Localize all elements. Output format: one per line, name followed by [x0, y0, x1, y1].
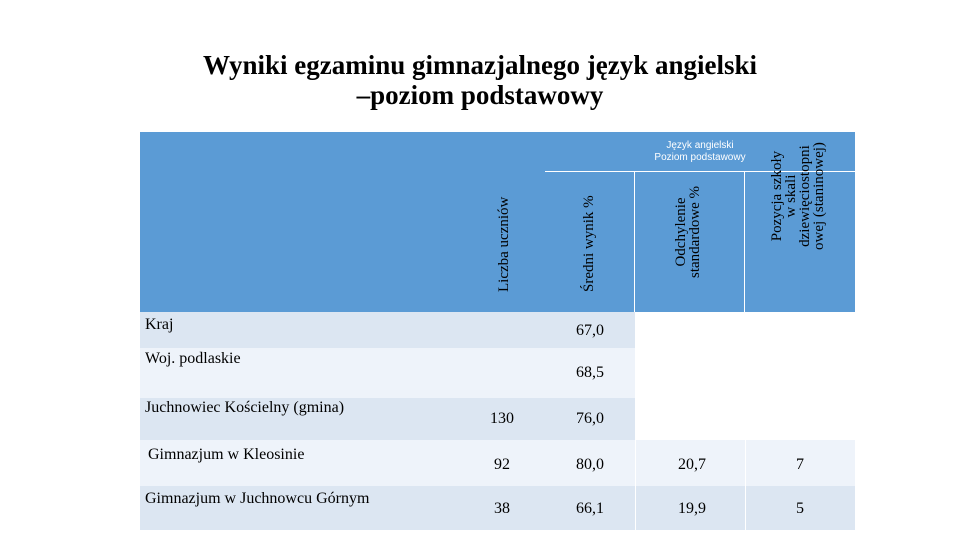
- row-label-kleosin: Gimnazjum w Kleosinie: [148, 446, 305, 463]
- cell-position: 7: [796, 456, 804, 473]
- row-label-header: [140, 132, 465, 312]
- cell-stddev: 19,9: [678, 500, 706, 517]
- cell-avg: 66,1: [576, 500, 604, 517]
- group-header-line-1: Język angielski: [666, 139, 734, 151]
- row-label-juchnowiec-gorny: Gimnazjum w Juchnowcu Górnym: [145, 490, 370, 507]
- cell-avg: 68,5: [576, 364, 604, 381]
- row-label-gmina: Juchnowiec Kościelny (gmina): [145, 399, 345, 416]
- title-line-1: Wyniki egzaminu gimnazjalnego język angielski: [202, 50, 757, 80]
- table-row-fill: [635, 312, 855, 348]
- position-header-line-2: w skali: [783, 174, 799, 218]
- students-header-text: Liczba uczniów: [496, 196, 512, 292]
- title-line-2: –poziom podstawowy: [356, 80, 604, 110]
- stddev-header-line-2: standardowe %: [686, 185, 703, 278]
- row-label-kraj: Kraj: [145, 316, 174, 333]
- table-row: [140, 312, 465, 348]
- position-header-line-1: Pozycja szkoły: [769, 150, 785, 242]
- table-row-fill: [465, 312, 545, 348]
- cell-students: 92: [494, 456, 510, 473]
- position-header-line-3: dziewięciostopni: [797, 145, 813, 247]
- stddev-header-text: [674, 186, 702, 278]
- position-header-line-4: owej (staninowej): [811, 142, 827, 250]
- cell-students: 130: [490, 410, 514, 427]
- table-row-fill: [635, 348, 855, 398]
- group-header-line-2: Poziom podstawowy: [654, 151, 746, 163]
- table-row-fill: [635, 398, 855, 440]
- position-header: [745, 142, 855, 312]
- avg-header-text: Średni wynik %: [580, 195, 597, 292]
- cell-avg: 67,0: [576, 322, 604, 339]
- avg-header: [545, 172, 635, 312]
- table-row-fill: [465, 348, 545, 398]
- row-label-woj: Woj. podlaskie: [145, 350, 241, 367]
- cell-students: 38: [494, 500, 510, 517]
- stddev-header: [635, 172, 745, 312]
- stddev-header-line-1: Odchylenie: [672, 197, 689, 267]
- position-header-text: [770, 142, 826, 250]
- students-header: [465, 132, 545, 312]
- cell-avg: 80,0: [576, 456, 604, 473]
- cell-stddev: 20,7: [678, 456, 706, 473]
- cell-avg: 76,0: [576, 410, 604, 427]
- page-title: [120, 50, 840, 110]
- cell-position: 5: [796, 500, 804, 517]
